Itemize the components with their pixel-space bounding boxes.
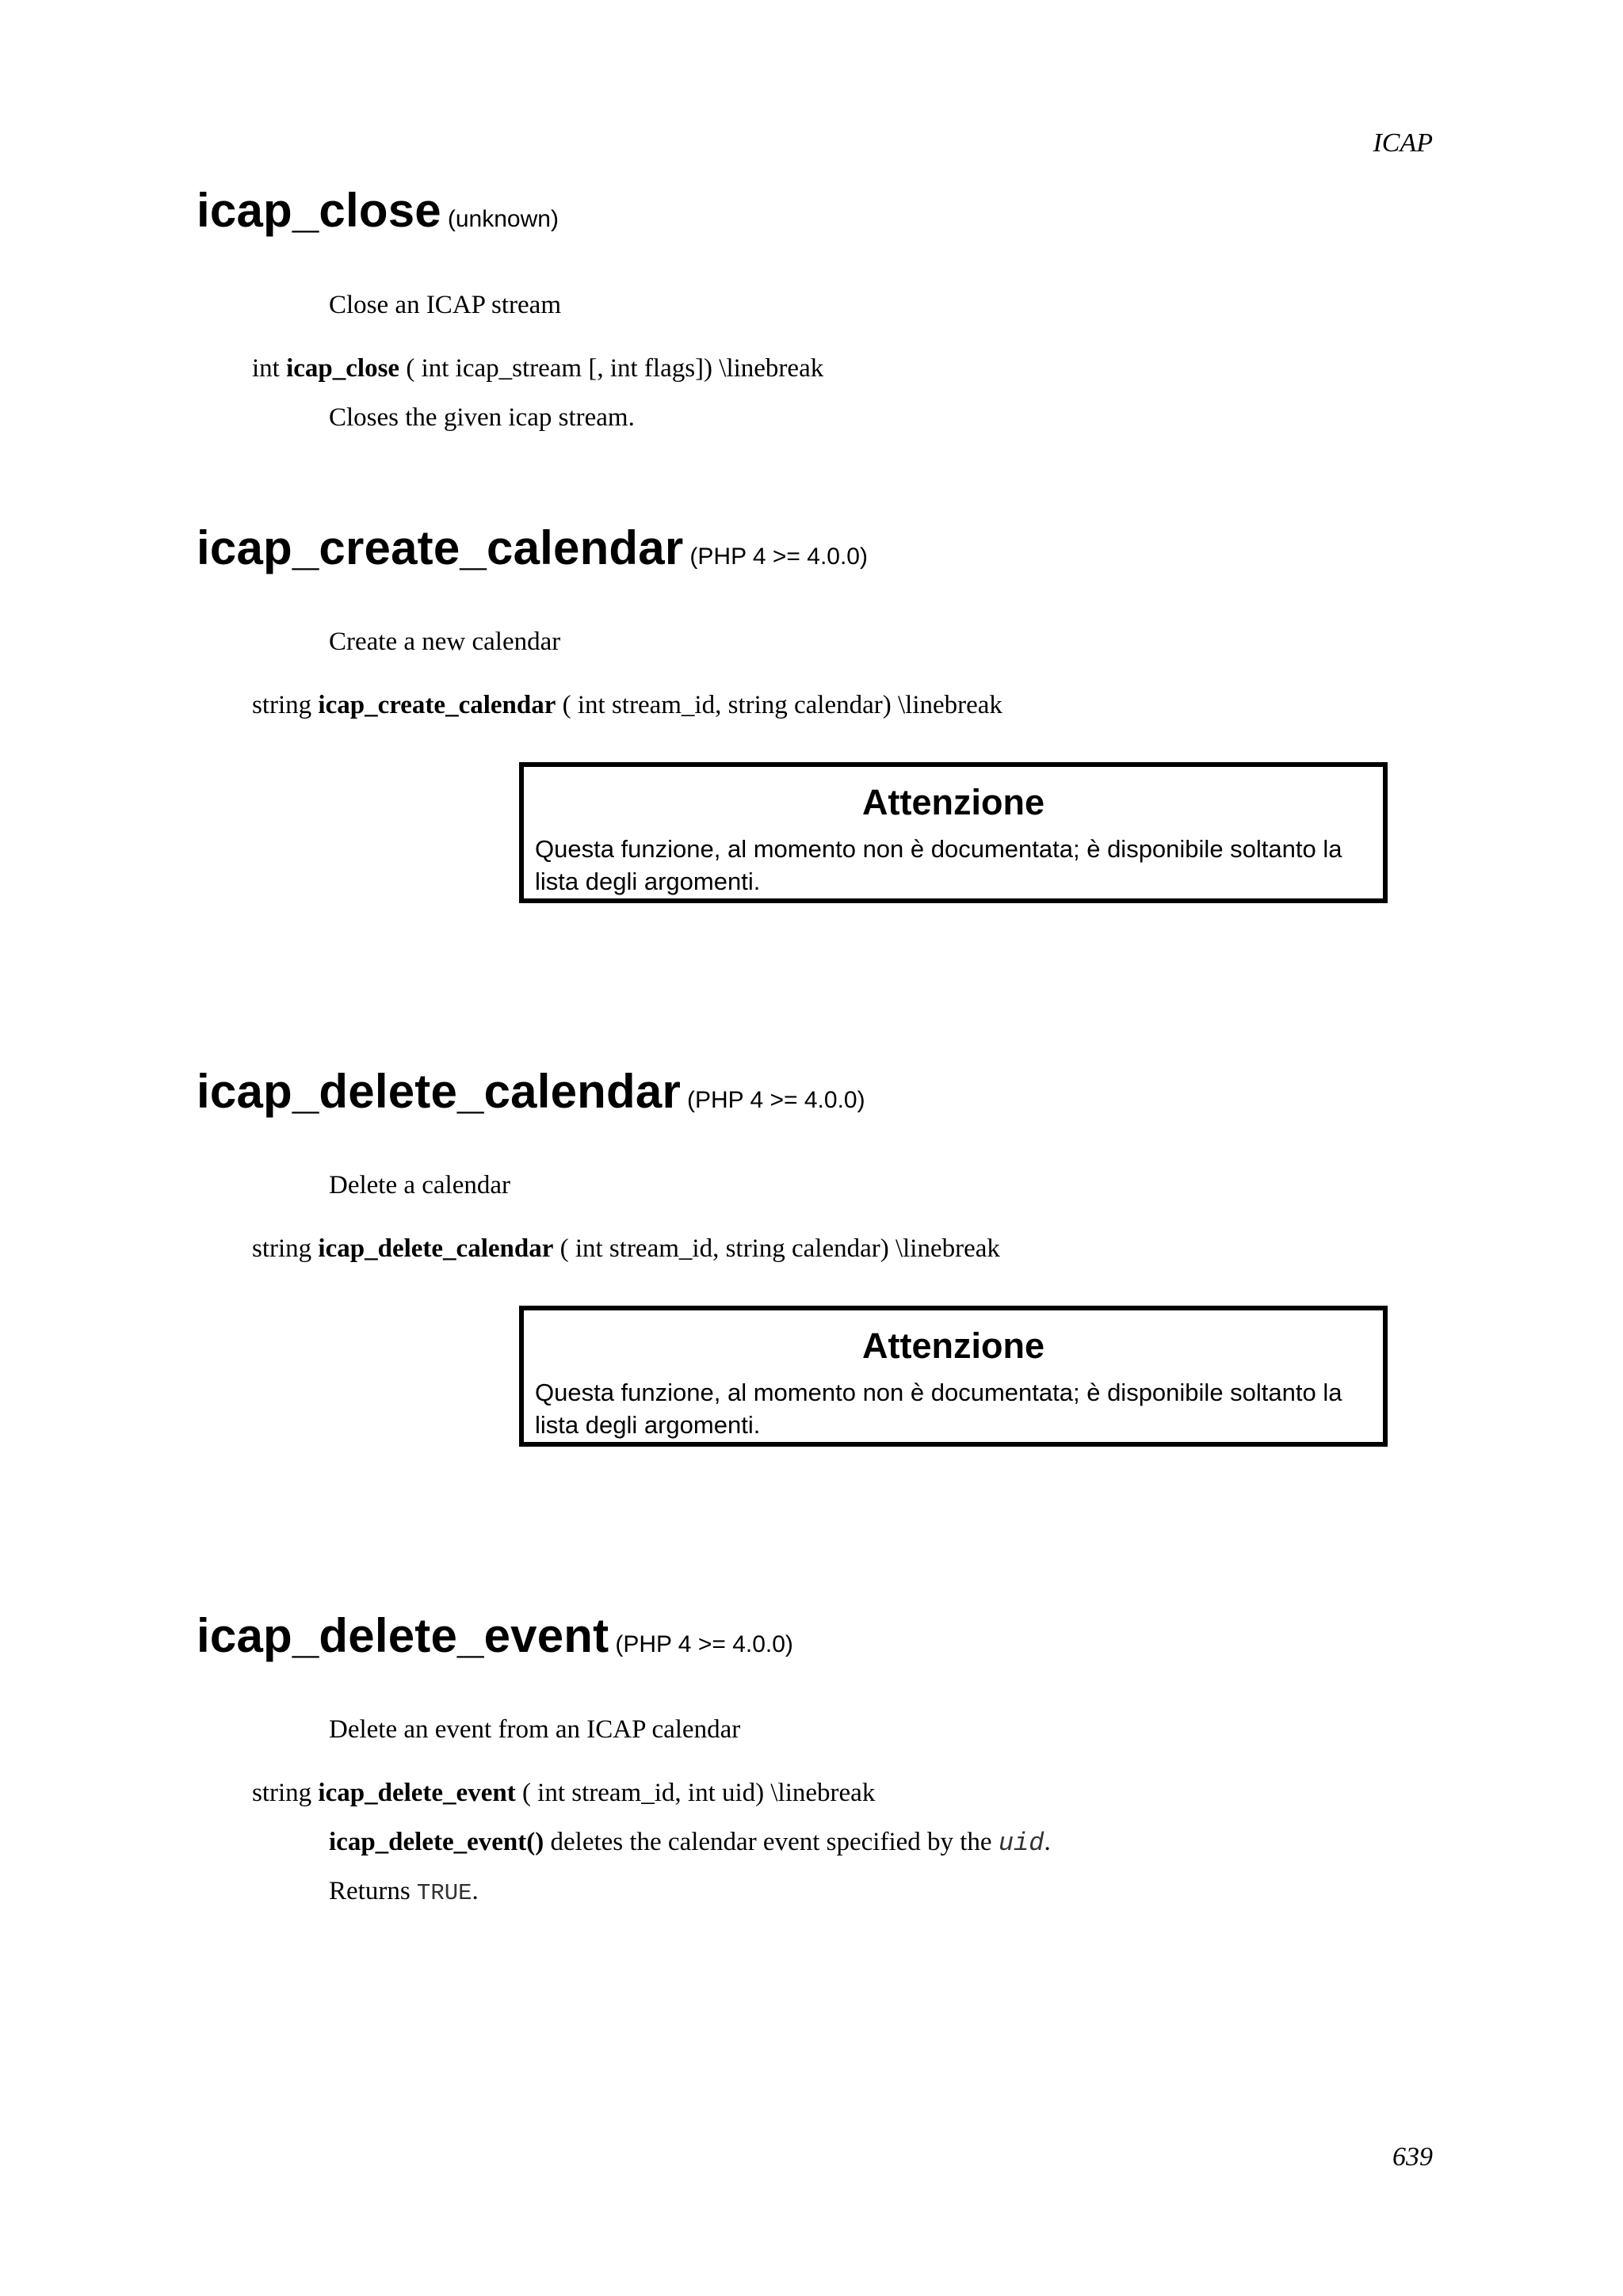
return-type: string xyxy=(252,691,312,719)
synopsis-args: ( int icap_stream [, int flags]) \linebreak xyxy=(406,354,824,383)
warning-box xyxy=(519,1306,1388,1447)
function-title xyxy=(197,521,1433,574)
function-section-icap-create-calendar xyxy=(197,521,1433,574)
function-title xyxy=(197,1609,1433,1662)
function-synopsis xyxy=(252,354,823,383)
page-number: 639 xyxy=(1392,2142,1433,2172)
function-purpose: Delete an event from an ICAP calendar xyxy=(329,1715,741,1744)
return-type: string xyxy=(252,1234,312,1263)
warning-box xyxy=(519,762,1388,903)
function-synopsis xyxy=(252,1234,1000,1264)
return-type: string xyxy=(252,1779,312,1807)
version-info: (unknown) xyxy=(447,206,559,232)
returns-constant: TRUE xyxy=(416,1880,472,1906)
function-title xyxy=(197,1065,1433,1118)
function-description xyxy=(329,1828,1051,1858)
running-header: ICAP xyxy=(1373,128,1433,158)
warning-title: Attenzione xyxy=(862,782,1044,822)
synopsis-function-name: icap_create_calendar xyxy=(318,691,556,719)
function-purpose: Create a new calendar xyxy=(329,627,561,656)
synopsis-function-name: icap_close xyxy=(286,354,400,383)
synopsis-args: ( int stream_id, int uid) \linebreak xyxy=(521,1779,876,1807)
function-reference: icap_delete_event() xyxy=(329,1828,544,1856)
function-synopsis xyxy=(252,691,1002,720)
function-name: icap_close xyxy=(197,184,441,237)
function-name: icap_create_calendar xyxy=(197,521,684,574)
returns-label: Returns xyxy=(329,1877,417,1905)
function-synopsis xyxy=(252,1779,875,1808)
synopsis-function-name: icap_delete_calendar xyxy=(318,1234,554,1263)
version-info: (PHP 4 >= 4.0.0) xyxy=(689,543,868,570)
return-type: int xyxy=(252,354,280,383)
function-section-icap-delete-event xyxy=(197,1609,1433,1662)
function-name: icap_delete_calendar xyxy=(197,1065,682,1118)
warning-title: Attenzione xyxy=(862,1325,1044,1366)
function-title xyxy=(197,184,1433,237)
function-name: icap_delete_event xyxy=(197,1609,609,1662)
function-purpose: Delete a calendar xyxy=(329,1171,511,1199)
warning-text: Questa funzione, al momento non è documentata; è disponibile soltanto la lista degli argomenti. xyxy=(535,1379,1342,1439)
version-info: (PHP 4 >= 4.0.0) xyxy=(615,1631,793,1657)
warning-text: Questa funzione, al momento non è documentata; è disponibile soltanto la lista degli argomenti. xyxy=(535,835,1342,895)
synopsis-args: ( int stream_id, string calendar) \linebreak xyxy=(562,691,1002,719)
function-section-icap-delete-calendar xyxy=(197,1065,1433,1118)
function-description: Closes the given icap stream. xyxy=(329,403,635,432)
returns-suffix: . xyxy=(472,1877,479,1905)
description-text-end: . xyxy=(1044,1828,1051,1856)
synopsis-args: ( int stream_id, string calendar) \linebreak xyxy=(559,1234,1000,1263)
function-section-icap-close xyxy=(197,184,1433,237)
synopsis-function-name: icap_delete_event xyxy=(318,1779,516,1807)
returns-line xyxy=(329,1877,479,1906)
description-text: deletes the calendar event specified by the xyxy=(544,1828,999,1856)
version-info: (PHP 4 >= 4.0.0) xyxy=(687,1087,865,1113)
function-purpose: Close an ICAP stream xyxy=(329,291,561,319)
parameter-name: uid xyxy=(998,1829,1044,1858)
